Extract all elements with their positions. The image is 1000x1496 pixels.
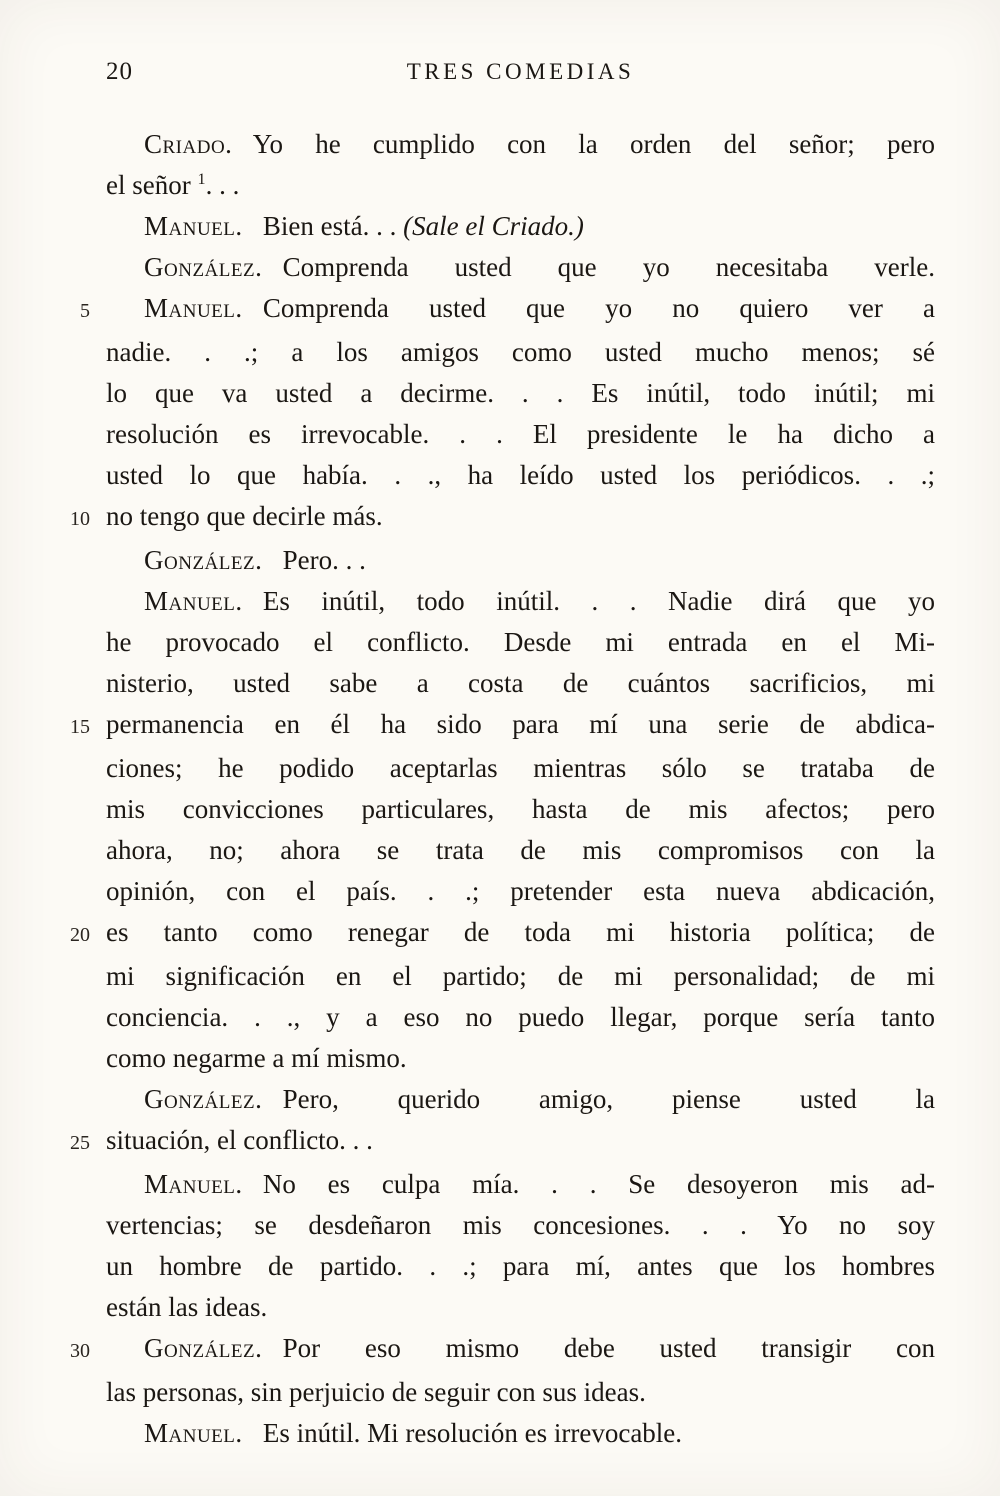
line-text — [106, 288, 935, 329]
text-line — [0, 871, 935, 912]
dialogue-text: Por eso mismo debe usted transigir con — [282, 1333, 935, 1363]
line-number: 10 — [70, 508, 90, 530]
dialogue-text: Comprenda usted que yo necesitaba verle. — [282, 252, 935, 282]
line-text — [106, 1328, 935, 1369]
text-line — [0, 496, 935, 540]
dialogue-text: Es inútil, todo inútil. . . Nadie dirá que yo — [262, 586, 935, 616]
speaker-name: Manuel. — [144, 1169, 243, 1199]
dialogue-text: conciencia. . ., y a eso no puedo llegar, porque sería tanto — [106, 1002, 935, 1032]
line-text — [106, 540, 935, 581]
running-head — [106, 58, 935, 98]
text-line — [0, 830, 935, 871]
text-block — [0, 124, 935, 1454]
text-line — [0, 997, 935, 1038]
dialogue-text: . . . — [205, 170, 240, 200]
text-line — [0, 332, 935, 373]
text-line — [0, 1038, 935, 1079]
dialogue-text: Pero, querido amigo, piense usted la — [282, 1084, 935, 1114]
speaker-name: Manuel. — [144, 586, 243, 616]
speaker-name: Criado. — [144, 129, 233, 159]
line-text — [106, 1205, 935, 1246]
text-line — [0, 247, 935, 288]
line-text — [106, 789, 935, 830]
line-text — [106, 332, 935, 373]
text-line — [0, 1328, 935, 1372]
dialogue-text: lo que va usted a decirme. . . Es inútil, todo inútil; mi — [106, 378, 935, 408]
line-text — [106, 912, 935, 953]
text-line — [0, 1246, 935, 1287]
dialogue-text: es tanto como renegar de toda mi historia política; de — [106, 917, 935, 947]
speaker-name: González. — [144, 545, 263, 575]
dialogue-text: el señor — [106, 170, 198, 200]
line-text — [106, 1164, 935, 1205]
text-line — [0, 704, 935, 748]
text-line — [0, 581, 935, 622]
line-text — [106, 581, 935, 622]
text-line — [0, 373, 935, 414]
speaker-name: Manuel. — [144, 211, 243, 241]
text-line — [0, 124, 935, 165]
dialogue-text: he provocado el conflicto. Desde mi entrada en el Mi- — [106, 627, 935, 657]
dialogue-text: Yo he cumplido con la orden del señor; pero — [252, 129, 935, 159]
speaker-name: Manuel. — [144, 293, 243, 323]
line-text — [106, 1038, 935, 1079]
text-line — [0, 663, 935, 704]
line-text — [106, 1372, 935, 1413]
line-text — [106, 1120, 935, 1161]
line-text — [106, 1079, 935, 1120]
dialogue-text: un hombre de partido. . .; para mí, antes que los hombres — [106, 1251, 935, 1281]
stage-direction: (Sale el Criado.) — [403, 211, 584, 241]
text-line — [0, 789, 935, 830]
dialogue-text: permanencia en él ha sido para mí una serie de abdica- — [106, 709, 935, 739]
text-line — [0, 912, 935, 956]
text-line — [0, 455, 935, 496]
line-number: 20 — [70, 924, 90, 946]
text-line — [0, 1120, 935, 1164]
dialogue-text: situación, el conflicto. . . — [106, 1125, 373, 1155]
dialogue-text: Comprenda usted que yo no quiero ver a — [262, 293, 935, 323]
text-line — [0, 206, 935, 247]
line-number: 5 — [80, 300, 90, 322]
dialogue-text: Pero. . . — [282, 545, 366, 575]
page-number: 20 — [106, 58, 133, 85]
speaker-name: Manuel. — [144, 1418, 243, 1448]
line-number: 25 — [70, 1132, 90, 1154]
text-line — [0, 288, 935, 332]
dialogue-text: ciones; he podido aceptarlas mientras sólo se trataba de — [106, 753, 935, 783]
line-text — [106, 871, 935, 912]
dialogue-text: mis convicciones particulares, hasta de mis afectos; pero — [106, 794, 935, 824]
dialogue-text: No es culpa mía. . . Se desoyeron mis ad- — [262, 1169, 935, 1199]
line-text — [106, 124, 935, 165]
line-text — [106, 1246, 935, 1287]
dialogue-text: están las ideas. — [106, 1292, 268, 1322]
dialogue-text: usted lo que había. . ., ha leído usted los periódicos. . .; — [106, 460, 935, 490]
dialogue-text: nadie. . .; a los amigos como usted mucho menos; sé — [106, 337, 935, 367]
dialogue-text: Bien está. . . — [262, 211, 404, 241]
line-text — [106, 165, 935, 206]
line-text — [106, 748, 935, 789]
dialogue-text: como negarme a mí mismo. — [106, 1043, 407, 1073]
line-text — [106, 1287, 935, 1328]
text-line — [0, 1413, 935, 1454]
text-line — [0, 1164, 935, 1205]
dialogue-text: resolución es irrevocable. . . El presidente le ha dicho a — [106, 419, 935, 449]
line-number: 30 — [70, 1340, 90, 1362]
line-number: 15 — [70, 716, 90, 738]
text-line — [0, 748, 935, 789]
line-text — [106, 1413, 935, 1454]
text-line — [0, 1079, 935, 1120]
line-text — [106, 206, 935, 247]
text-line — [0, 414, 935, 455]
text-line — [0, 540, 935, 581]
line-text — [106, 956, 935, 997]
text-line — [0, 1372, 935, 1413]
speaker-name: González. — [144, 1084, 263, 1114]
text-line — [0, 1205, 935, 1246]
dialogue-text: opinión, con el país. . .; pretender esta nueva abdicación, — [106, 876, 935, 906]
line-text — [106, 622, 935, 663]
dialogue-text: vertencias; se desdeñaron mis concesiones. . . Yo no soy — [106, 1210, 935, 1240]
line-text — [106, 455, 935, 496]
speaker-name: González. — [144, 252, 263, 282]
dialogue-text: Es inútil. Mi resolución es irrevocable. — [262, 1418, 683, 1448]
line-text — [106, 704, 935, 745]
text-line — [0, 622, 935, 663]
text-line — [0, 165, 935, 206]
line-text — [106, 997, 935, 1038]
speaker-name: González. — [144, 1333, 263, 1363]
line-text — [106, 414, 935, 455]
dialogue-text: nisterio, usted sabe a costa de cuántos sacrificios, mi — [106, 668, 935, 698]
dialogue-text: no tengo que decirle más. — [106, 501, 383, 531]
dialogue-text: mi significación en el partido; de mi personalidad; de mi — [106, 961, 935, 991]
line-text — [106, 830, 935, 871]
running-title: TRES COMEDIAS — [406, 59, 635, 84]
line-text — [106, 247, 935, 288]
dialogue-text: las personas, sin perjuicio de seguir con sus ideas. — [106, 1377, 646, 1407]
text-line — [0, 956, 935, 997]
line-text — [106, 663, 935, 704]
line-text — [106, 496, 935, 537]
footnote-marker: 1 — [197, 170, 206, 188]
line-text — [106, 373, 935, 414]
text-line — [0, 1287, 935, 1328]
dialogue-text: ahora, no; ahora se trata de mis compromisos con la — [106, 835, 935, 865]
